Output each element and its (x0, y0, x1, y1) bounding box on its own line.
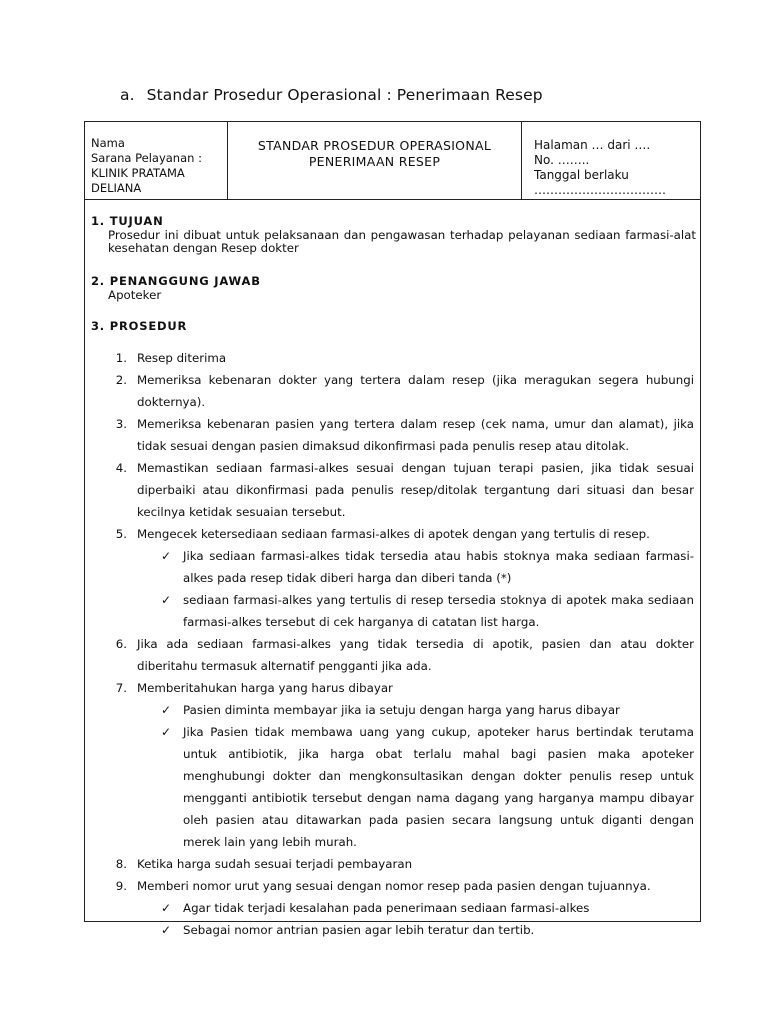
header-nama-label: Nama (91, 136, 125, 150)
list-item-text: Jika ada sediaan farmasi-alkes yang tidak tersedia di apotik, pasien dan atau dokter diberitahu termasuk alternatif pengganti jika ada. (137, 637, 694, 673)
list-item-text: Mengecek ketersediaan sediaan farmasi-alkes di apotek dengan yang tertulis di resep. (137, 527, 650, 541)
list-item-text: Memberitahukan harga yang harus dibayar (137, 681, 393, 695)
document-heading (120, 86, 543, 104)
list-item-number: 1. (115, 351, 127, 365)
sub-list-item (85, 897, 700, 919)
list-item (85, 457, 700, 523)
section-tujuan-title: 1. TUJUAN (91, 214, 164, 228)
section-prosedur-title: 3. PROSEDUR (91, 319, 188, 333)
sub-list-item (85, 699, 700, 721)
sop-table (84, 121, 701, 937)
sub-list-item (85, 589, 700, 633)
header-left-cell (85, 122, 228, 199)
header-nomor: No. …….. (534, 153, 590, 167)
sub-list-item-text: sediaan farmasi-alkes yang tertulis di resep tersedia stoknya di apotek maka sediaan farmasi-alkes tersebut di cek harganya di catatan list harga. (183, 593, 694, 629)
prosedur-list (85, 347, 700, 941)
list-item-number: 8. (115, 857, 127, 871)
header-right-cell (522, 122, 700, 199)
list-item-number: 6. (115, 637, 127, 651)
sub-list-item (85, 721, 700, 853)
list-item (85, 875, 700, 897)
sub-list-item-text: Pasien diminta membayar jika ia setuju dengan harga yang harus dibayar (183, 703, 620, 717)
sub-list-item-text: Sebagai nomor antrian pasien agar lebih teratur dan tertib. (183, 923, 535, 937)
list-item (85, 677, 700, 699)
checkmark-icon: ✓ (161, 923, 172, 937)
list-item-text: Memeriksa kebenaran dokter yang tertera dalam resep (jika meragukan segera hubungi dokternya). (137, 373, 694, 409)
list-item (85, 413, 700, 457)
sop-header (85, 122, 700, 200)
header-clinic-name-2: DELIANA (91, 181, 142, 195)
heading-letter: a. (120, 86, 135, 104)
list-item (85, 347, 700, 369)
list-item-number: 3. (115, 417, 127, 431)
checkmark-icon: ✓ (161, 901, 172, 915)
checkmark-icon: ✓ (161, 549, 172, 563)
header-sop-title-2: PENERIMAAN RESEP (308, 154, 441, 169)
sub-list-item-text: Jika sediaan farmasi-alkes tidak tersedia atau habis stoknya maka sediaan farmasi-alkes pada resep tidak diberi harga dan diberi tanda (*) (183, 549, 694, 585)
list-item-text: Ketika harga sudah sesuai terjadi pembayaran (137, 857, 413, 871)
sub-list-item (85, 919, 700, 941)
sub-list-item (85, 545, 700, 589)
list-item-text: Resep diterima (137, 351, 227, 365)
sub-list-item-text: Agar tidak terjadi kesalahan pada penerimaan sediaan farmasi-alkes (183, 901, 590, 915)
sop-body (85, 199, 700, 937)
list-item (85, 633, 700, 677)
heading-title: Standar Prosedur Operasional : Penerimaan Resep (146, 86, 543, 104)
list-item (85, 369, 700, 413)
list-item-text: Memastikan sediaan farmasi-alkes sesuai dengan tujuan terapi pasien, jika tidak sesuai diperbaiki atau dikonfirmasi pada penulis resep/ditolak tergantung dari situasi dan besar kecilnya ketidak sesuaian tersebut. (137, 461, 694, 519)
header-tanggal-label: Tanggal berlaku (534, 168, 629, 182)
list-item-number: 2. (115, 373, 127, 387)
list-item (85, 853, 700, 875)
list-item (85, 523, 700, 545)
section-penanggung-title: 2. PENANGGUNG JAWAB (91, 274, 261, 288)
header-clinic-name-1: KLINIK PRATAMA (91, 166, 185, 180)
header-center-cell (228, 122, 522, 199)
checkmark-icon: ✓ (161, 703, 172, 717)
section-penanggung-text: Apoteker (108, 288, 162, 302)
checkmark-icon: ✓ (161, 725, 172, 739)
list-item-number: 5. (115, 527, 127, 541)
header-tanggal-value: …………………………… (534, 183, 666, 197)
list-item-text: Memeriksa kebenaran pasien yang tertera dalam resep (cek nama, umur dan alamat), jika tidak sesuai dengan pasien dimaksud dikonfirmasi pada penulis resep atau ditolak. (137, 417, 694, 453)
header-halaman: Halaman … dari …. (534, 138, 651, 152)
header-sop-title-1: STANDAR PROSEDUR OPERASIONAL (257, 138, 492, 153)
section-tujuan-text: Prosedur ini dibuat untuk pelaksanaan dan pengawasan terhadap pelayanan sediaan farmasi-alat kesehatan dengan Resep dokter (108, 228, 696, 255)
list-item-text: Memberi nomor urut yang sesuai dengan nomor resep pada pasien dengan tujuannya. (137, 879, 651, 893)
list-item-number: 7. (115, 681, 127, 695)
header-sarana-label: Sarana Pelayanan : (91, 151, 202, 165)
list-item-number: 4. (115, 461, 127, 475)
list-item-number: 9. (115, 879, 127, 893)
checkmark-icon: ✓ (161, 593, 172, 607)
sub-list-item-text: Jika Pasien tidak membawa uang yang cukup, apoteker harus bertindak terutama untuk antibiotik, jika harga obat terlalu mahal bagi pasien maka apoteker menghubungi dokter dan mengkonsultasikan dengan dokter penulis resep untuk mengganti antibiotik tersebut dengan nama dagang yang harganya mampu dibayar oleh pasien atau ditawarkan pada pasien secara langsung untuk diganti dengan merek lain yang lebih murah. (183, 725, 694, 849)
